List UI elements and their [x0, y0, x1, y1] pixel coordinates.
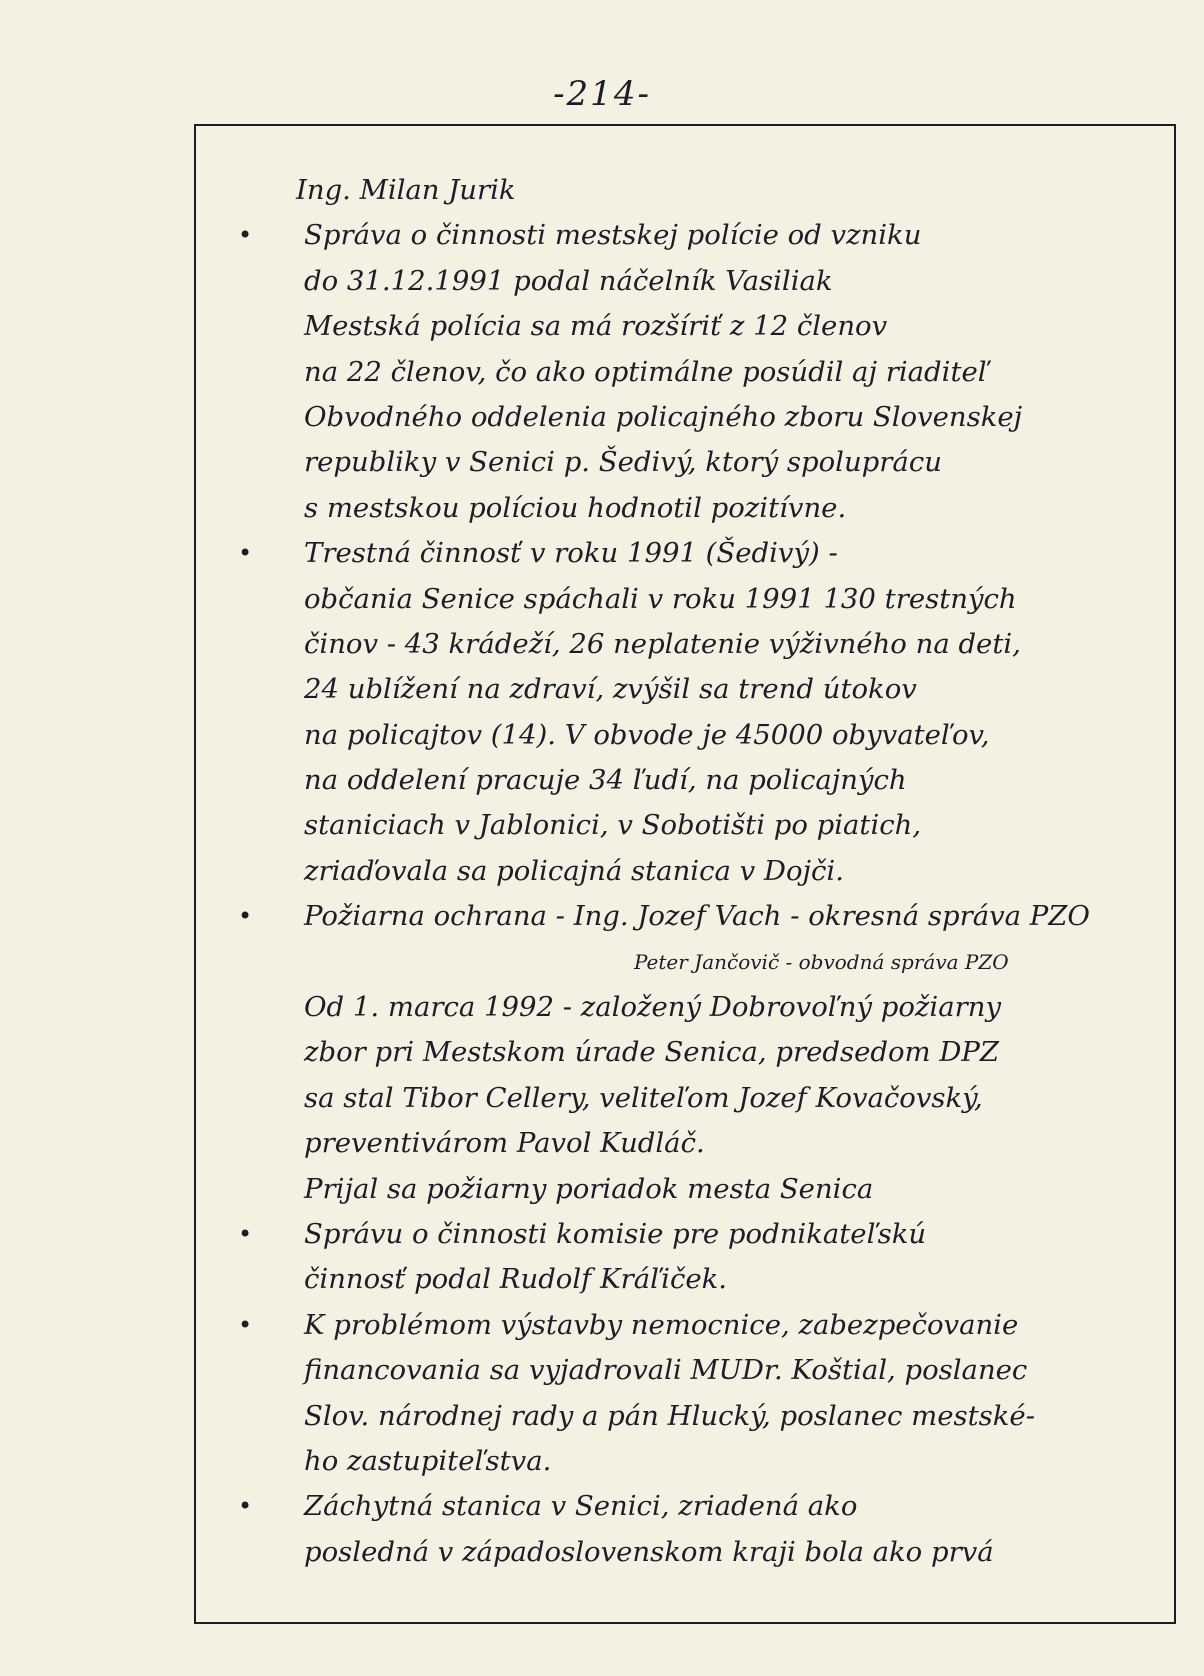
bullet-icon: •: [238, 539, 253, 568]
handwritten-content: [236, 168, 1156, 1575]
item-line: ho zastupiteľstva.: [304, 1444, 552, 1477]
bullet-icon: •: [238, 221, 253, 250]
item-line: činov - 43 krádeží, 26 neplatenie výživného na deti,: [304, 627, 1021, 660]
page-number: -214-: [553, 74, 651, 114]
item-line: Prijal sa požiarny poriadok mesta Senica: [304, 1172, 874, 1205]
heading: Ing. Milan Jurik: [296, 174, 516, 206]
list-item: [236, 1212, 1156, 1303]
item-line: Slov. národnej rady a pán Hlucký, poslanec mestské-: [304, 1399, 1035, 1432]
item-line: do 31.12.1991 podal náčelník Vasiliak: [304, 264, 833, 297]
list-item: [236, 213, 1156, 531]
item-line: K problémom výstavby nemocnice, zabezpečovanie: [304, 1308, 1019, 1341]
list-item: [236, 1303, 1156, 1485]
item-line: Požiarna ochrana - Ing. Jozef Vach - okresná správa PZO: [304, 900, 1090, 933]
list-item: [236, 894, 1156, 1212]
item-line: Peter Jančovič - obvodná správa PZO: [634, 949, 1009, 974]
item-line: občania Senice spáchali v roku 1991 130 trestných: [304, 582, 1017, 615]
bullet-icon: •: [238, 1219, 253, 1248]
item-line: preventivárom Pavol Kudláč.: [304, 1127, 705, 1160]
item-line: sa stal Tibor Cellery, veliteľom Jozef Kovačovský,: [304, 1081, 983, 1114]
item-line: Správu o činnosti komisie pre podnikateľskú: [304, 1217, 927, 1250]
item-line: Obvodného oddelenia policajného zboru Slovenskej: [304, 400, 1023, 433]
item-line: na oddelení pracuje 34 ľudí, na policajných: [304, 764, 907, 797]
item-line: činnosť podal Rudolf Kráľiček.: [304, 1263, 728, 1296]
item-line: na policajtov (14). V obvode je 45000 obyvateľov,: [304, 718, 990, 751]
item-line: na 22 členov, čo ako optimálne posúdil aj riaditeľ: [304, 355, 989, 388]
list-item: [236, 531, 1156, 894]
item-line: Správa o činnosti mestskej polície od vzniku: [304, 219, 922, 252]
bullet-icon: •: [238, 1310, 253, 1339]
item-line: staniciach v Jablonici, v Sobotišti po piatich,: [304, 809, 922, 842]
item-line: Záchytná stanica v Senici, zriadená ako: [304, 1490, 858, 1523]
bullet-icon: •: [238, 1492, 253, 1521]
list-item: [236, 1484, 1156, 1575]
item-line: Od 1. marca 1992 - založený Dobrovoľný požiarny: [304, 991, 1002, 1024]
item-line: republiky v Senici p. Šedivý, ktorý spoluprácu: [304, 446, 942, 479]
bullet-icon: •: [238, 902, 253, 931]
item-line: zriaďovala sa policajná stanica v Dojči.: [304, 854, 844, 887]
item-line: Mestská polícia sa má rozšíriť z 12 členov: [304, 310, 888, 343]
item-line: posledná v západoslovenskom kraji bola ako prvá: [304, 1535, 994, 1568]
item-line: Trestná činnosť v roku 1991 (Šedivý) -: [304, 537, 838, 570]
item-line: financovania sa vyjadrovali MUDr. Koštial, poslanec: [304, 1354, 1028, 1387]
item-line: zbor pri Mestskom úrade Senica, predsedom DPZ: [304, 1036, 999, 1069]
item-line: 24 ublížení na zdraví, zvýšil sa trend útokov: [304, 673, 917, 706]
item-line: s mestskou políciou hodnotil pozitívne.: [304, 491, 847, 524]
